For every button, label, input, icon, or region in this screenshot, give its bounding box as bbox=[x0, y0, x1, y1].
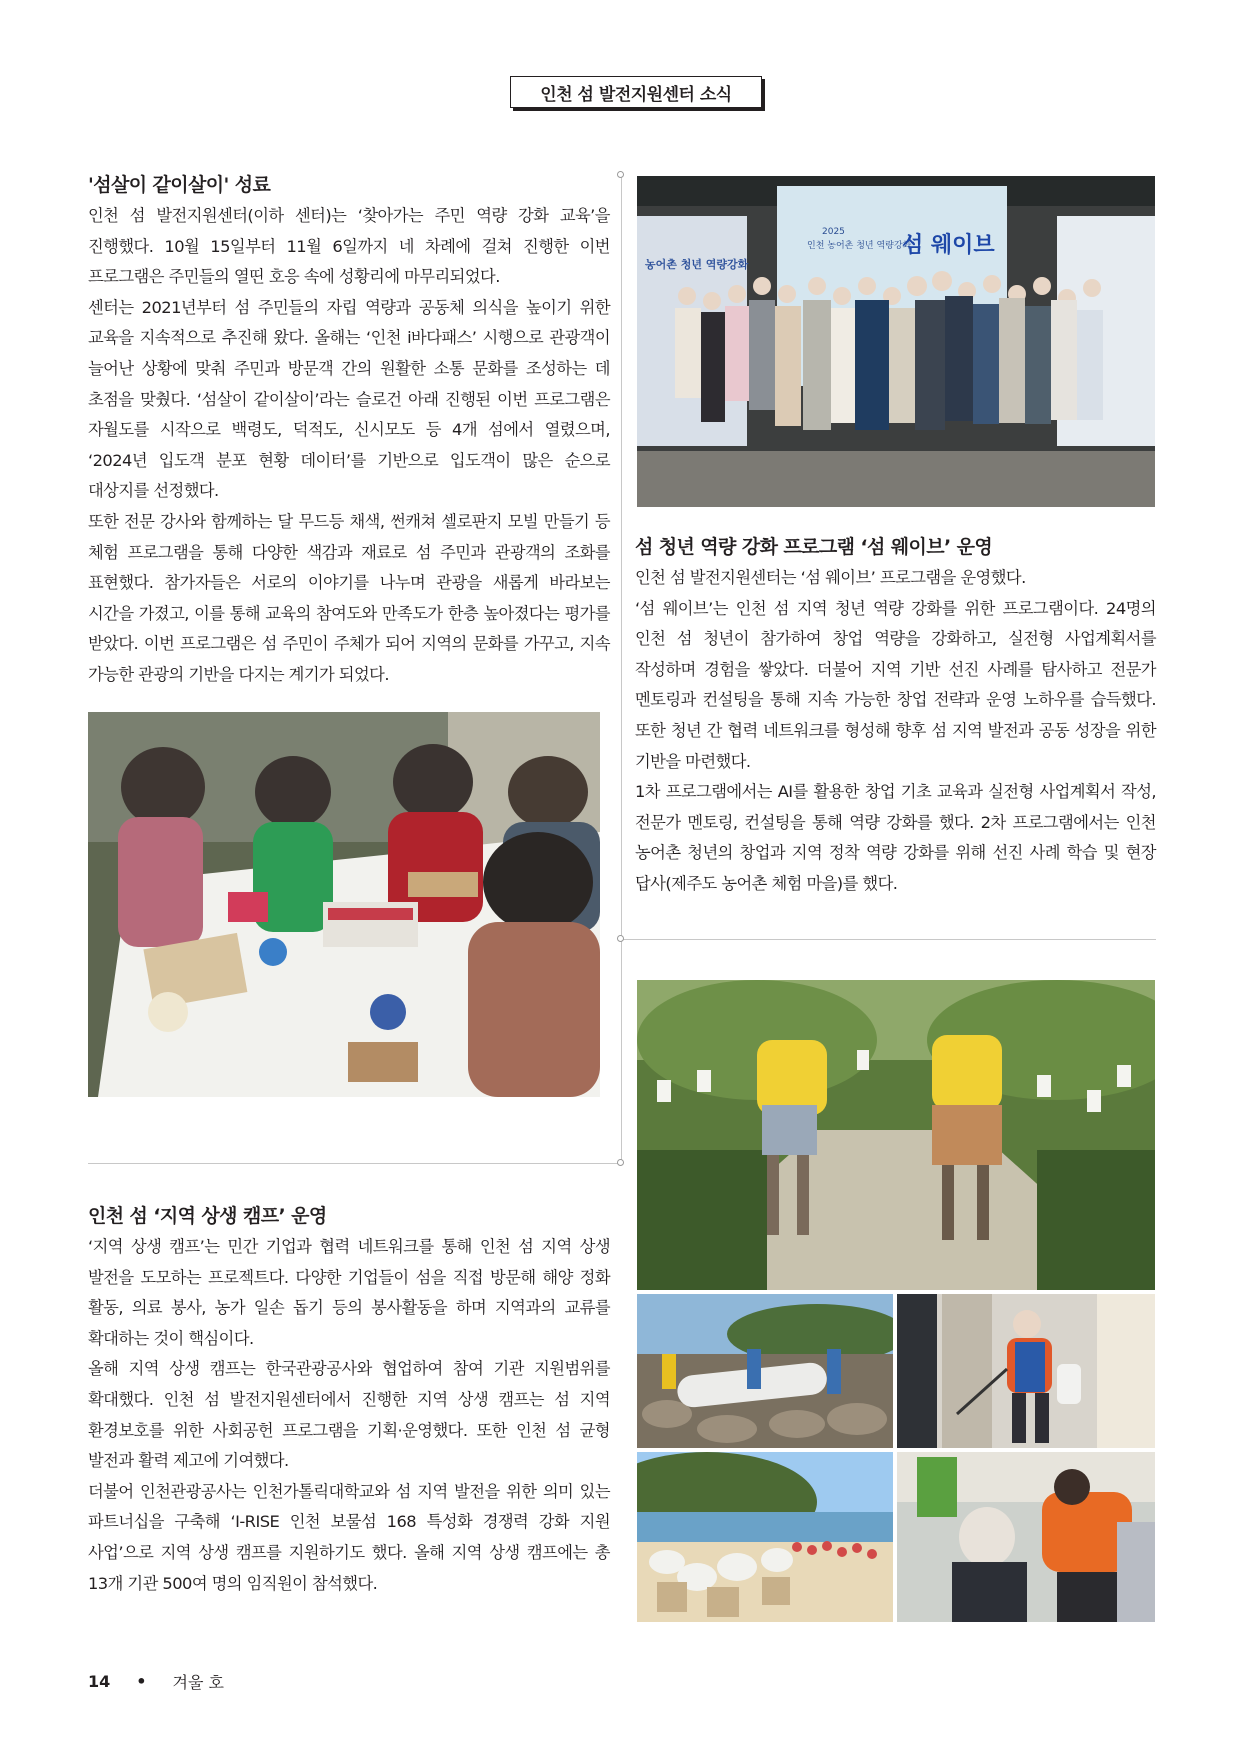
divider-node bbox=[617, 171, 624, 178]
divider-node bbox=[617, 935, 624, 942]
article-paragraph: 또한 전문 강사와 함께하는 달 무드등 채색, 썬캐쳐 셀로판지 모빌 만들기 등 체험 프로그램을 통해 다양한 색감과 재료로 섬 주민과 관광객의 조화를 표현했다. 참가자들은 서로의 이야기를 나누며 관광을 새롭게 바라보는 시간을 가졌고, 이를 통해 교육의 참여도와 만족도가 한층 높아졌다는 평가를 받았다. 이번 프로그램은 섬 주민이 주체가 되어 지역의 문화를 가꾸고, 지속 가능한 관광의 기반을 다지는 계기가 되었다. bbox=[88, 511, 610, 684]
disinfection-photo bbox=[897, 1294, 1155, 1448]
beach-collection-photo bbox=[637, 1452, 893, 1622]
article-title: 인천 섬 ‘지역 상생 캠프’ 운영 bbox=[88, 1205, 327, 1227]
beach-cleanup-photo bbox=[637, 1294, 893, 1448]
article-paragraph: 올해 지역 상생 캠프는 한국관광공사와 협업하여 참여 기관 지원범위를 확대했다. 인천 섬 발전지원센터에서 진행한 지역 상생 캠프는 섬 지역 환경보호를 위한 사회공헌 프로그램을 기획·운영했다. 또한 인천 섬 균형 발전과 활력 제고에 기여했다. bbox=[88, 1359, 610, 1471]
article-title: '섬살이 같이살이' 성료 bbox=[88, 174, 271, 196]
article-paragraph: 인천 섬 발전지원센터(이하 센터)는 ‘찾아가는 주민 역량 강화 교육’을 진행했다. 10월 15일부터 11월 6일까지 네 차례에 걸쳐 진행한 이번 프로그램은 주민들의 열띤 호응 속에 성황리에 마무리되었다. bbox=[88, 206, 610, 287]
group-photo bbox=[637, 176, 1155, 507]
article-paragraph: 더불어 인천관광공사는 인천가톨릭대학교와 섬 지역 발전을 위한 의미 있는 파트너십을 구축해 ‘I-RISE 인천 보물섬 168 특성화 경쟁력 강화 지원 사업’으로 지역 상생 캠프를 지원하기도 했다. 올해 지역 상생 캠프에는 총 13개 기관 500여 명의 임직원이 참석했다. bbox=[88, 1481, 610, 1593]
article-seom-wave bbox=[635, 532, 1156, 900]
section-header: 인천 섬 발전지원센터 소식 bbox=[510, 76, 762, 108]
page-footer bbox=[88, 1670, 224, 1693]
article-paragraph: 1차 프로그램에서는 AI를 활용한 창업 기초 교육과 실전형 사업계획서 작성, 전문가 멘토링, 컨설팅을 통해 역량 강화를 했다. 2차 프로그램에서는 인천 농어촌 청년의 창업과 지역 정착 역량 강화를 위해 선진 사례 학습 및 현장 답사(제주도 농어촌 체험 마을)를 했다. bbox=[635, 782, 1156, 893]
article-paragraph: 인천 섬 발전지원센터는 ‘섬 웨이브’ 프로그램을 운영했다. bbox=[635, 568, 1026, 587]
orchard-volunteer-photo bbox=[637, 980, 1155, 1290]
section-divider bbox=[88, 1163, 621, 1164]
banner-year-text: 2025 bbox=[822, 227, 845, 237]
banner-left-text: 농어촌 청년 역량강화 bbox=[645, 258, 749, 271]
divider-node bbox=[617, 1159, 624, 1166]
haircut-volunteer-photo bbox=[897, 1452, 1155, 1622]
section-divider bbox=[621, 939, 1156, 940]
banner-title-text: 섬 웨이브 bbox=[902, 233, 995, 258]
crafts-workshop-photo bbox=[88, 712, 600, 1097]
article-camp bbox=[88, 1201, 610, 1599]
page-number: 14 bbox=[88, 1672, 111, 1691]
article-title: 섬 청년 역량 강화 프로그램 ‘섬 웨이브’ 운영 bbox=[635, 536, 993, 558]
article-paragraph: ‘섬 웨이브’는 인천 섬 지역 청년 역량 강화를 위한 프로그램이다. 24명의 인천 섬 청년이 참가하여 창업 역량을 강화하고, 실전형 사업계획서를 작성하며 경험을 쌓았다. 더불어 지역 기반 선진 사례를 탐사하고 전문가 멘토링과 컨설팅을 통해 지속 가능한 창업 전략과 운영 노하우를 습득했다. 또한 청년 간 협력 네트워크를 형성해 향후 섬 지역 발전과 공동 성장을 위한 기반을 마련했다. bbox=[635, 598, 1156, 771]
issue-label: 겨울 호 bbox=[172, 1673, 224, 1692]
article-seomsari bbox=[88, 170, 610, 691]
banner-subtitle-text: 인천 농어촌 청년 역량강화 bbox=[807, 241, 912, 251]
article-paragraph: ‘지역 상생 캠프’는 민간 기업과 협력 네트워크를 통해 인천 섬 지역 상생 발전을 도모하는 프로젝트다. 다양한 기업들이 섬을 직접 방문해 해양 정화 활동, 의료 봉사, 농가 일손 돕기 등의 봉사활동을 하며 지역과의 교류를 확대하는 것이 핵심이다. bbox=[88, 1237, 610, 1348]
article-paragraph: 센터는 2021년부터 섬 주민들의 자립 역량과 공동체 의식을 높이기 위한 교육을 지속적으로 추진해 왔다. 올해는 ‘인천 i바다패스’ 시행으로 관광객이 늘어난 상황에 맞춰 주민과 방문객 간의 원활한 소통 문화를 조성하는 데 초점을 맞췄다. ‘섬살이 같이살이’라는 슬로건 아래 진행된 이번 프로그램은 자월도를 시작으로 백령도, 덕적도, 신시모도 등 4개 섬에서 열렸으며, ‘2024년 입도객 분포 현황 데이터’를 기반으로 입도객이 많은 순으로 대상지를 선정했다. bbox=[88, 297, 610, 501]
footer-bullet: • bbox=[136, 1672, 147, 1691]
column-divider bbox=[621, 175, 622, 1163]
